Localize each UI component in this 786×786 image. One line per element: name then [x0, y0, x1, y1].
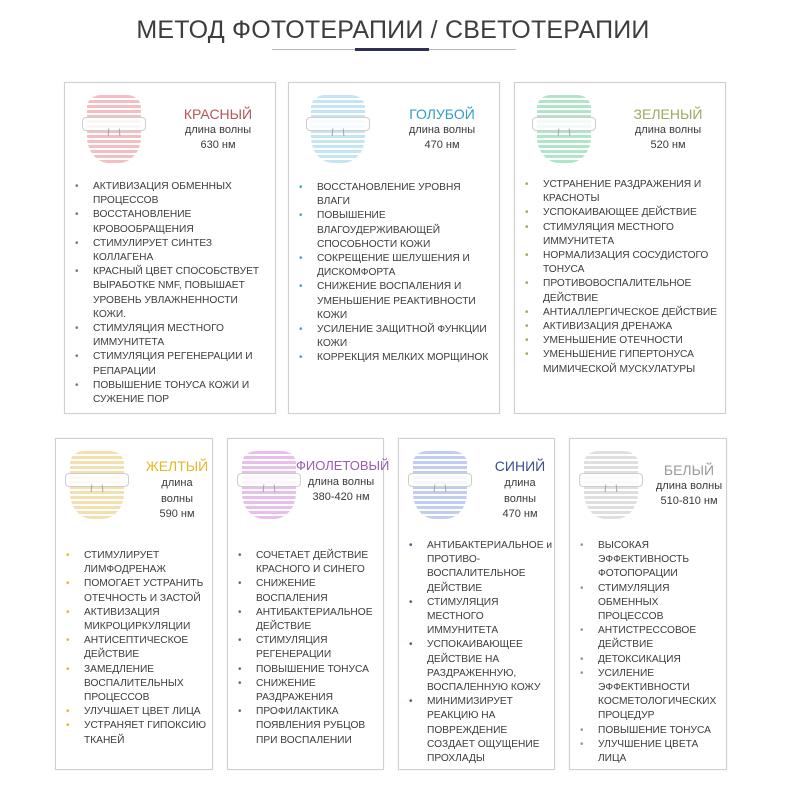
led-mask-icon	[537, 95, 591, 163]
bullet-icon: •	[66, 635, 70, 647]
list-item	[234, 663, 384, 677]
wavelength-value: 380-420 нм	[312, 491, 370, 503]
led-mask-icon	[413, 451, 467, 519]
bullet-icon: •	[525, 306, 529, 318]
wavelength-label: длина волны	[161, 477, 193, 505]
list-item	[234, 577, 384, 605]
list-item	[521, 249, 721, 277]
bullet-icon: •	[580, 653, 584, 665]
card-header	[570, 439, 726, 529]
page-title: МЕТОД ФОТОТЕРАПИИ / СВЕТОТЕРАПИИ	[136, 16, 650, 44]
bullet-icon: •	[525, 335, 529, 347]
benefit-text: СОЧЕТАЕТ ДЕЙСТВИЕ КРАСНОГО И СИНЕГО	[256, 550, 369, 576]
bullet-icon: •	[299, 253, 303, 265]
list-item	[405, 596, 555, 639]
benefit-text: ДЕТОКСИКАЦИЯ	[598, 653, 681, 665]
wavelength-info	[387, 105, 497, 153]
bullet-icon: •	[75, 351, 79, 363]
led-mask-icon	[87, 95, 141, 163]
bullet-icon: •	[238, 635, 242, 647]
bullet-icon: •	[238, 677, 242, 689]
bullet-icon: •	[238, 550, 242, 561]
benefit-text: СНИЖЕНИЕ ВОСПАЛЕНИЯ И УМЕНЬШЕНИЕ РЕАКТИВНОСТИ КОЖИ	[317, 281, 476, 321]
benefit-text: СТИМУЛЯЦИЯ РЕГЕНЕРАЦИИ	[256, 635, 332, 661]
benefits-list	[234, 549, 384, 748]
led-mask-icon	[311, 95, 365, 163]
wavelength-label: длина волны	[655, 480, 723, 492]
bullet-icon: •	[75, 323, 79, 335]
list-item	[234, 606, 384, 634]
list-item	[521, 221, 721, 249]
bullet-icon: •	[525, 207, 529, 219]
list-item	[62, 577, 212, 605]
benefit-text: АКТИВИЗАЦИЯ МИКРОЦИРКУЛЯЦИИ	[84, 606, 191, 633]
benefit-text: СНИЖЕНИЕ РАЗДРАЖЕНИЯ	[256, 677, 333, 704]
list-item	[62, 705, 212, 719]
card-blue	[398, 438, 555, 770]
benefit-text: УСПОКАИВАЮЩЕЕ ДЕЙСТВИЕ НА РАЗДРАЖЕННУЮ, ВОСПАЛЕННУЮ КОЖУ	[427, 639, 541, 694]
list-item	[521, 178, 721, 206]
list-item	[295, 280, 495, 323]
benefit-text: СТИМУЛЯЦИЯ ОБМЕННЫХ ПРОЦЕССОВ	[598, 582, 670, 623]
color-name: ФИОЛЕТОВЫЙ	[296, 458, 390, 473]
list-item	[62, 663, 212, 706]
benefit-text: ПРОТИВОВОСПАЛИТЕЛЬНОЕ ДЕЙСТВИЕ	[543, 278, 692, 304]
bullet-icon: •	[238, 706, 242, 718]
card-header	[289, 83, 499, 173]
wavelength-info	[485, 457, 555, 522]
benefit-text: ВОССТАНОВЛЕНИЕ КРОВООБРАЩЕНИЯ	[93, 209, 194, 235]
list-item	[62, 549, 212, 577]
list-item	[576, 738, 726, 766]
list-item	[521, 334, 721, 348]
list-item	[234, 677, 384, 705]
list-item	[71, 379, 271, 407]
bullet-icon: •	[525, 349, 529, 361]
card-green	[514, 82, 726, 414]
bullet-icon: •	[525, 278, 529, 290]
benefit-text: КРАСНЫЙ ЦВЕТ СПОСОБСТВУЕТ ВЫРАБОТКЕ NMF, ПОВЫШАЕТ УРОВЕНЬ УВЛАЖНЕННОСТИ КОЖИ.	[93, 266, 260, 320]
list-item	[405, 539, 555, 596]
list-item	[521, 306, 721, 320]
list-item	[521, 277, 721, 305]
led-mask-icon	[584, 451, 638, 519]
bullet-icon: •	[75, 379, 79, 391]
bullet-icon: •	[580, 667, 584, 679]
benefit-text: ПРОФИЛАКТИКА ПОЯВЛЕНИЯ РУБЦОВ ПРИ ВОСПАЛЕНИИ	[256, 706, 366, 746]
list-item	[576, 653, 726, 667]
benefit-text: СТИМУЛЯЦИЯ РЕГЕНЕРАЦИИ И РЕПАРАЦИИ	[93, 351, 253, 377]
benefit-text: КОРРЕКЦИЯ МЕЛКИХ МОРЩИНОК	[317, 352, 489, 364]
bullet-icon: •	[75, 181, 79, 192]
bullet-icon: •	[580, 625, 584, 637]
benefit-text: СТИМУЛИРУЕТ ЛИМФОДРЕНАЖ	[84, 550, 166, 576]
bullet-icon: •	[66, 578, 70, 590]
wavelength-info	[296, 457, 390, 505]
wavelength-label: длина волны	[408, 124, 476, 136]
card-red	[64, 82, 276, 414]
wavelength-value: 470 нм	[424, 139, 460, 151]
bullet-icon: •	[409, 639, 413, 651]
benefit-text: АНТИАЛЛЕРГИЧЕСКОЕ ДЕЙСТВИЕ	[543, 306, 717, 318]
color-name: ГОЛУБОЙ	[409, 106, 475, 122]
bullet-icon: •	[525, 221, 529, 233]
benefit-text: СТИМУЛЯЦИЯ МЕСТНОГО ИММУНИТЕТА	[93, 323, 224, 349]
benefit-text: УСТРАНЯЕТ ГИПОКСИЮ ТКАНЕЙ	[84, 720, 207, 746]
bullet-icon: •	[66, 720, 70, 732]
bullet-icon: •	[238, 578, 242, 590]
bullet-icon: •	[299, 352, 303, 364]
bullet-icon: •	[66, 606, 70, 618]
benefit-text: АНТИБАКТЕРИАЛЬНОЕ и ПРОТИВО-ВОСПАЛИТЕЛЬНОЕ ДЕЙСТВИЕ	[427, 540, 553, 594]
list-item	[234, 634, 384, 662]
benefits-list	[62, 549, 212, 748]
list-item	[576, 582, 726, 625]
benefit-text: АНТИСЕПТИЧЕСКОЕ ДЕЙСТВИЕ	[84, 635, 189, 661]
bullet-icon: •	[409, 540, 413, 551]
wavelength-info	[648, 461, 730, 509]
list-item	[576, 624, 726, 652]
card-header	[56, 439, 212, 529]
benefit-text: СТИМУЛИРУЕТ СИНТЕЗ КОЛЛАГЕНА	[93, 237, 213, 264]
benefit-text: УЛУЧШЕНИЕ ЦВЕТА ЛИЦА	[598, 738, 699, 765]
card-header	[399, 439, 554, 529]
benefits-list	[521, 178, 721, 377]
bullet-icon: •	[299, 281, 303, 293]
list-item	[295, 209, 495, 252]
list-item	[295, 351, 495, 365]
benefit-text: УЛУЧШАЕТ ЦВЕТ ЛИЦА	[84, 706, 201, 718]
benefit-text: СТИМУЛЯЦИЯ МЕСТНОГО ИММУНИТЕТА	[543, 221, 674, 247]
wavelength-info	[142, 457, 212, 522]
benefit-text: ЗАМЕДЛЕНИЕ ВОСПАЛИТЕЛЬНЫХ ПРОЦЕССОВ	[84, 663, 184, 704]
card-yellow	[55, 438, 213, 770]
bullet-icon: •	[580, 540, 584, 551]
list-item	[71, 208, 271, 236]
card-white	[569, 438, 727, 770]
bullet-icon: •	[409, 596, 413, 608]
list-item	[405, 638, 555, 695]
benefit-text: АКТИВИЗАЦИЯ ДРЕНАЖА	[543, 321, 673, 333]
list-item	[295, 252, 495, 280]
list-item	[576, 724, 726, 738]
wavelength-value: 470 нм	[502, 508, 538, 520]
list-item	[62, 634, 212, 662]
bullet-icon: •	[75, 237, 79, 249]
bullet-icon: •	[580, 724, 584, 736]
card-violet	[227, 438, 390, 770]
benefit-text: НОРМАЛИЗАЦИЯ СОСУДИСТОГО ТОНУСА	[543, 250, 709, 276]
bullet-icon: •	[66, 706, 70, 718]
bullet-icon: •	[299, 182, 303, 193]
color-name: БЕЛЫЙ	[663, 462, 715, 478]
list-item	[295, 323, 495, 351]
benefit-text: УМЕНЬШЕНИЕ ОТЕЧНОСТИ	[543, 335, 683, 347]
bullet-icon: •	[525, 179, 529, 190]
benefits-list	[295, 181, 495, 366]
wavelength-label: длина волны	[184, 124, 252, 136]
list-item	[71, 180, 271, 208]
wavelength-info	[613, 105, 723, 153]
bullet-icon: •	[525, 321, 529, 333]
wavelength-value: 510-810 нм	[660, 495, 718, 507]
bullet-icon: •	[238, 663, 242, 675]
bullet-icon: •	[299, 210, 303, 222]
wavelength-value: 630 нм	[200, 139, 236, 151]
benefit-text: УСТРАНЕНИЕ РАЗДРАЖЕНИЯ И КРАСНОТЫ	[543, 179, 702, 205]
bullet-icon: •	[409, 696, 413, 708]
card-header	[515, 83, 725, 173]
card-header	[65, 83, 275, 173]
benefit-text: ПОВЫШЕНИЕ ТОНУСА КОЖИ И СУЖЕНИЕ ПОР	[93, 379, 250, 406]
bullet-icon: •	[75, 266, 79, 278]
led-mask-icon	[242, 451, 296, 519]
list-item	[405, 695, 555, 766]
benefit-text: УСПОКАИВАЮЩЕЕ ДЕЙСТВИЕ	[543, 207, 697, 219]
benefit-text: ВЫСОКАЯ ЭФФЕКТИВНОСТЬ ФОТОПОРАЦИИ	[598, 540, 690, 580]
card-header	[228, 439, 390, 529]
list-item	[234, 549, 384, 577]
title-accent-bar	[355, 48, 429, 51]
list-item	[71, 237, 271, 265]
benefit-text: УСИЛЕНИЕ ЗАЩИТНОЙ ФУНКЦИИ КОЖИ	[317, 324, 487, 350]
benefit-text: УСИЛЕНИЕ ЭФФЕКТИВНОСТИ КОСМЕТОЛОГИЧЕСКИХ ПРОЦЕДУР	[598, 667, 717, 722]
list-item	[295, 181, 495, 209]
bullet-icon: •	[238, 606, 242, 618]
color-name: ЖЕЛТЫЙ	[145, 458, 209, 474]
benefit-text: ПОВЫШЕНИЕ ВЛАГОУДЕРЖИВАЮЩЕЙ СПОСОБНОСТИ КОЖИ	[317, 210, 441, 250]
wavelength-label: длина волны	[504, 477, 536, 505]
list-item	[234, 705, 384, 748]
list-item	[71, 350, 271, 378]
list-item	[521, 206, 721, 220]
benefit-text: СНИЖЕНИЕ ВОСПАЛЕНИЯ	[256, 578, 328, 604]
list-item	[62, 719, 212, 747]
benefit-text: АНТИБАКТЕРИАЛЬНОЕ ДЕЙСТВИЕ	[256, 606, 373, 633]
benefits-list	[405, 539, 555, 766]
list-item	[576, 539, 726, 582]
bullet-icon: •	[66, 663, 70, 675]
benefit-text: СТИМУЛЯЦИЯ МЕСТНОГО ИММУНИТЕТА	[427, 596, 499, 637]
led-mask-icon	[70, 451, 124, 519]
color-name: СИНИЙ	[494, 458, 546, 474]
bullet-icon: •	[75, 209, 79, 221]
list-item	[521, 320, 721, 334]
benefit-text: СОКРЕЩЕНИЕ ШЕЛУШЕНИЯ И ДИСКОМФОРТА	[317, 253, 470, 279]
benefits-list	[71, 180, 271, 407]
benefit-text: АКТИВИЗАЦИЯ ОБМЕННЫХ ПРОЦЕССОВ	[93, 181, 232, 207]
wavelength-info	[163, 105, 273, 153]
wavelength-value: 520 нм	[650, 139, 686, 151]
benefit-text: ПОМОГАЕТ УСТРАНИТЬ ОТЕЧНОСТЬ И ЗАСТОЙ	[84, 578, 204, 604]
list-item	[521, 348, 721, 376]
benefit-text: АНТИСТРЕССОВОЕ ДЕЙСТВИЕ	[598, 625, 697, 651]
color-name: КРАСНЫЙ	[183, 106, 253, 122]
benefit-text: ВОССТАНОВЛЕНИЕ УРОВНЯ ВЛАГИ	[317, 182, 461, 208]
wavelength-value: 590 нм	[159, 508, 195, 520]
benefit-text: ПОВЫШЕНИЕ ТОНУСА	[256, 663, 369, 675]
wavelength-label: длина волны	[634, 124, 702, 136]
card-light-blue	[288, 82, 500, 414]
color-name: ЗЕЛЕНЫЙ	[633, 106, 703, 122]
bullet-icon: •	[580, 738, 584, 750]
benefit-text: МИНИМИЗИРУЕТ РЕАКЦИЮ НА ПОВРЕЖДЕНИЕ СОЗДАЕТ ОЩУЩЕНИЕ ПРОХЛАДЫ	[427, 696, 540, 765]
bullet-icon: •	[580, 582, 584, 594]
bullet-icon: •	[66, 550, 70, 561]
bullet-icon: •	[299, 324, 303, 336]
list-item	[62, 606, 212, 634]
wavelength-label: длина волны	[307, 476, 375, 488]
benefit-text: ПОВЫШЕНИЕ ТОНУСА	[598, 724, 711, 736]
list-item	[576, 667, 726, 724]
list-item	[71, 322, 271, 350]
benefit-text: УМЕНЬШЕНИЕ ГИПЕРТОНУСА МИМИЧЕСКОЙ МУСКУЛАТУРЫ	[543, 349, 696, 375]
benefits-list	[576, 539, 726, 766]
bullet-icon: •	[525, 250, 529, 262]
list-item	[71, 265, 271, 322]
